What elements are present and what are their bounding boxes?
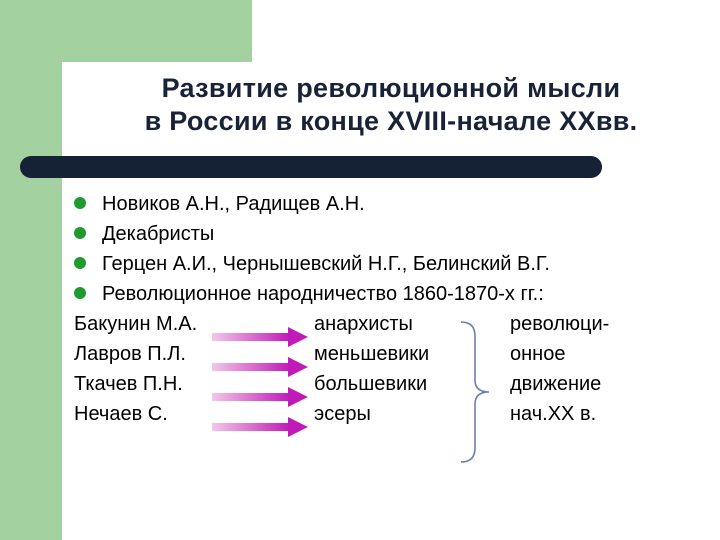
bullet-text: Революционное народничество 1860-1870-х гг.: [102, 283, 544, 305]
bullet-icon [74, 287, 86, 299]
right-arrow-icon [210, 325, 310, 349]
bullet-icon [74, 197, 86, 209]
right-arrow-icon [210, 355, 310, 379]
title-underline-bar [20, 156, 602, 178]
right-arrow-icon [210, 415, 310, 439]
title-line-2: в России в конце XVIII-начале XXвв. [144, 106, 638, 136]
bullet-icon [74, 227, 86, 239]
bullet-text: Декабристы [102, 223, 215, 245]
result-text: движение [510, 373, 602, 395]
right-arrow-icon [210, 385, 310, 409]
person-name: Нечаев С. [74, 403, 168, 425]
group-name: эсеры [314, 403, 371, 425]
person-name: Бакунин М.А. [74, 313, 198, 335]
decor-green-left [0, 0, 62, 540]
bullet-item [74, 250, 550, 278]
person-name: Ткачев П.Н. [74, 373, 183, 395]
bullet-item [74, 280, 544, 308]
bullet-text: Новиков А.Н., Радищев А.Н. [102, 193, 365, 215]
bullet-item [74, 190, 365, 218]
result-text: онное [510, 343, 566, 365]
bullet-text: Герцен А.И., Чернышевский Н.Г., Белинский В.Г. [102, 253, 550, 275]
result-text: революци- [510, 313, 610, 335]
right-brace-icon [455, 318, 495, 466]
person-name: Лавров П.Л. [74, 343, 186, 365]
group-name: меньшевики [314, 343, 430, 365]
slide-title [62, 72, 720, 138]
result-text: нач.XX в. [510, 403, 597, 425]
group-name: большевики [314, 373, 428, 395]
title-line-1: Развитие революционной мысли [161, 73, 621, 103]
group-name: анархисты [314, 313, 413, 335]
bullet-item [74, 220, 214, 248]
bullet-icon [74, 257, 86, 269]
